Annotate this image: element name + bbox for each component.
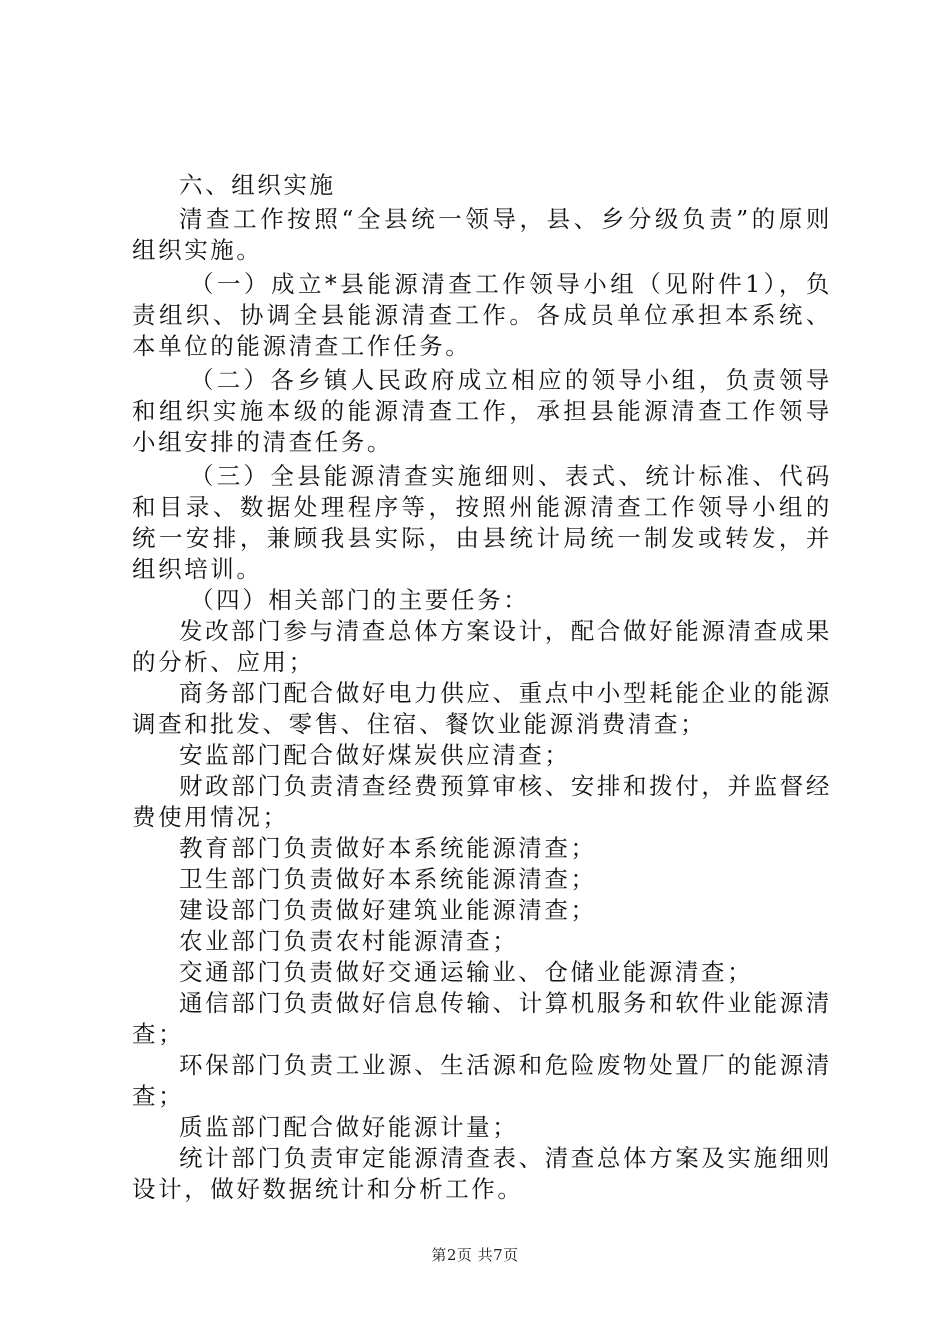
paragraph-dept-telecom: 通信部门负责做好信息传输、计算机服务和软件业能源清查；	[132, 989, 832, 1048]
paragraph-dept-finance: 财政部门负责清查经费预算审核、安排和拨付，并监督经费使用情况；	[132, 772, 832, 831]
paragraph-dept-education: 教育部门负责做好本系统能源清查；	[179, 834, 597, 862]
paragraph-dept-development: 发改部门参与清查总体方案设计，配合做好能源清查成果的分析、应用；	[132, 617, 832, 676]
paragraph-item-3: （三）全县能源清查实施细则、表式、统计标准、代码和目录、数据处理程序等，按照州能源清查工作领导小组的统一安排，兼顾我县实际，由县统计局统一制发或转发，并组织培训。	[132, 462, 832, 583]
paragraph-dept-safety: 安监部门配合做好煤炭供应清查；	[179, 741, 571, 769]
paragraph-item-4: （四）相关部门的主要任务：	[190, 586, 530, 614]
paragraph-dept-transport: 交通部门负责做好交通运输业、仓储业能源清查；	[179, 958, 754, 986]
paragraph-dept-construction: 建设部门负责做好建筑业能源清查；	[179, 896, 597, 924]
paragraph-dept-health: 卫生部门负责做好本系统能源清查；	[179, 865, 597, 893]
section-heading: 六、组织实施	[179, 171, 336, 199]
paragraph-dept-agriculture: 农业部门负责农村能源清查；	[179, 927, 519, 955]
paragraph-dept-statistics: 统计部门负责审定能源清查表、清查总体方案及实施细则设计，做好数据统计和分析工作。	[132, 1144, 832, 1203]
paragraph-item-1: （一）成立*县能源清查工作领导小组（见附件1），负责组织、协调全县能源清查工作。各成员单位承担本系统、本单位的能源清查工作任务。	[132, 270, 832, 360]
page-number-footer: 第2页 共7页	[431, 1246, 519, 1264]
paragraph-principle: 清查工作按照“全县统一领导，县、乡分级负责”的原则组织实施。	[132, 205, 832, 264]
paragraph-item-2: （二）各乡镇人民政府成立相应的领导小组，负责领导和组织实施本级的能源清查工作，承担县能源清查工作领导小组安排的清查任务。	[132, 366, 832, 456]
paragraph-dept-commerce: 商务部门配合做好电力供应、重点中小型耗能企业的能源调查和批发、零售、住宿、餐饮业能源消费清查；	[132, 679, 832, 738]
paragraph-dept-environment: 环保部门负责工业源、生活源和危险废物处置厂的能源清查；	[132, 1051, 832, 1110]
paragraph-dept-quality: 质监部门配合做好能源计量；	[179, 1113, 519, 1141]
document-body	[132, 170, 832, 1205]
